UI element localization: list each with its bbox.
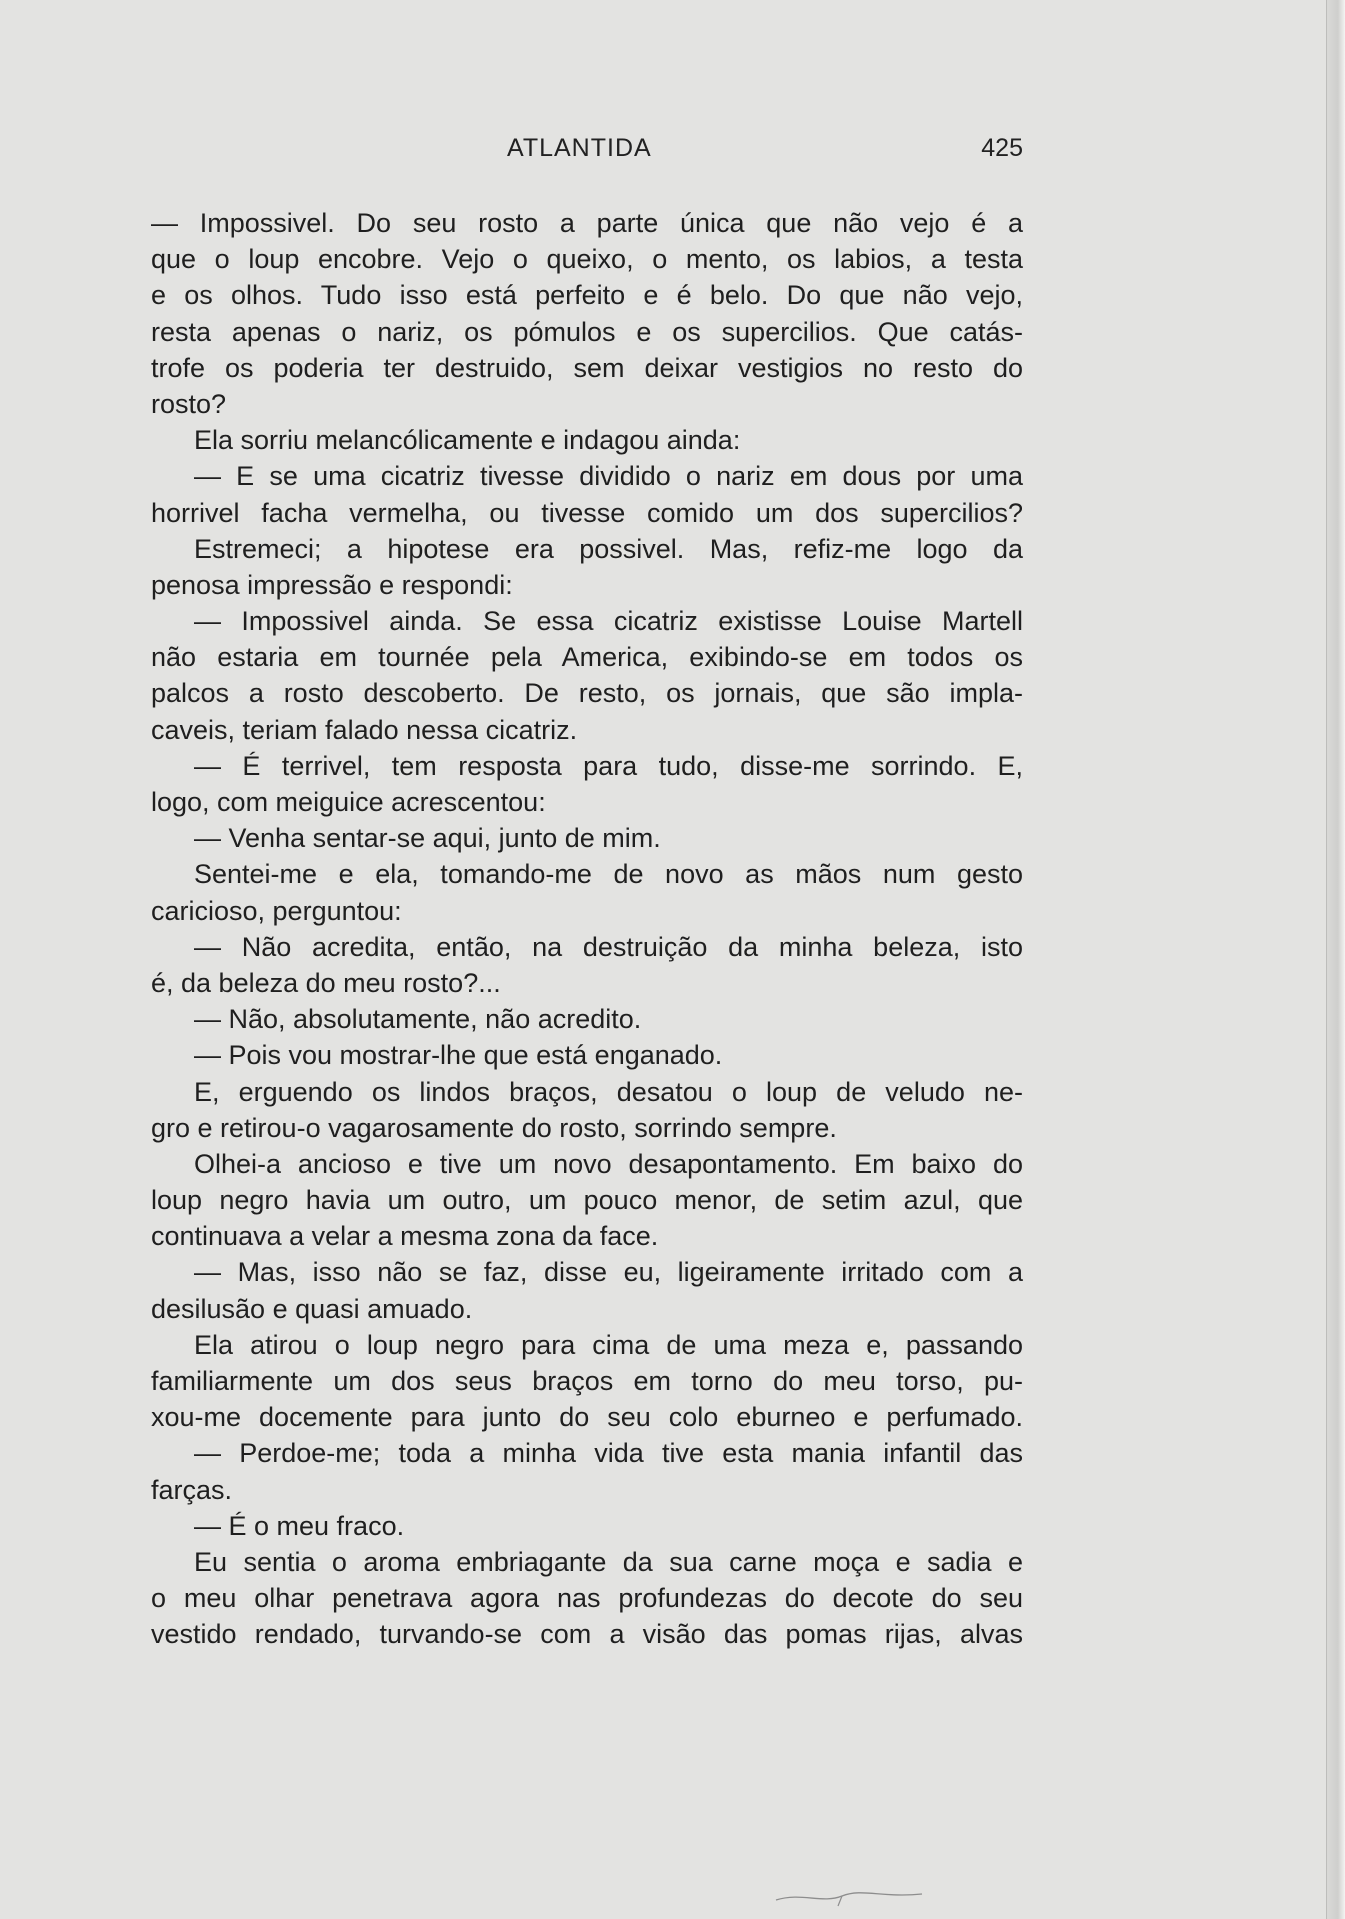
- text-line: loup negro havia um outro, um pouco menor, de setim azul, que: [151, 1185, 1023, 1216]
- body-text: [151, 205, 1023, 1653]
- text-line: Olhei-a ancioso e tive um novo desapontamento. Em baixo do: [194, 1148, 1023, 1179]
- page-header: [151, 134, 1023, 170]
- text-line: Ela atirou o loup negro para cima de uma meza e, passando: [194, 1329, 1023, 1360]
- text-line: — Não, absolutamente, não acredito.: [194, 1004, 642, 1035]
- pencil-mark: [772, 1882, 932, 1908]
- text-line: trofe os poderia ter destruido, sem deixar vestigios no resto do: [151, 352, 1023, 383]
- text-line: — É terrivel, tem resposta para tudo, disse-me sorrindo. E,: [194, 750, 1023, 781]
- page-number: 425: [981, 134, 1023, 162]
- text-line: — Perdoe-me; toda a minha vida tive esta mania infantil das: [194, 1438, 1023, 1469]
- text-line: — E se uma cicatriz tivesse dividido o nariz em dous por uma: [194, 461, 1023, 492]
- text-line: e os olhos. Tudo isso está perfeito e é belo. Do que não vejo,: [151, 280, 1023, 311]
- text-line: resta apenas o nariz, os pómulos e os supercilios. Que catás-: [151, 316, 1023, 347]
- text-line: logo, com meiguice acrescentou:: [151, 787, 546, 817]
- text-line: Eu sentia o aroma embriagante da sua carne moça e sadia e: [194, 1546, 1023, 1577]
- text-line: E, erguendo os lindos braços, desatou o loup de veludo ne-: [194, 1076, 1023, 1107]
- text-line: familiarmente um dos seus braços em torno do meu torso, pu-: [151, 1366, 1023, 1396]
- text-line: — Não acredita, então, na destruição da minha beleza, isto: [194, 931, 1023, 962]
- text-line: farças.: [151, 1474, 233, 1505]
- text-line: é, da beleza do meu rosto?...: [151, 967, 501, 998]
- text-line: — Impossivel ainda. Se essa cicatriz existisse Louise Martell: [194, 606, 1023, 637]
- text-line: horrivel facha vermelha, ou tivesse comido um dos supercilios?: [151, 497, 1023, 528]
- text-line: — Pois vou mostrar-lhe que está enganado.: [194, 1040, 723, 1071]
- running-head: ATLANTIDA: [507, 134, 652, 162]
- text-line: Estremeci; a hipotese era possivel. Mas, refiz-me logo da: [194, 533, 1023, 564]
- page-edge: [1326, 0, 1345, 1919]
- text-line: vestido rendado, turvando-se com a visão das pomas rijas, alvas: [151, 1619, 1023, 1650]
- text-line: — Venha sentar-se aqui, junto de mim.: [194, 823, 661, 854]
- text-line: não estaria em tournée pela America, exibindo-se em todos os: [151, 642, 1023, 673]
- text-line: Sentei-me e ela, tomando-me de novo as mãos num gesto: [194, 859, 1023, 890]
- text-line: palcos a rosto descoberto. De resto, os jornais, que são impla-: [151, 678, 1023, 709]
- text-line: — Impossivel. Do seu rosto a parte única que não vejo é a: [151, 208, 1023, 238]
- text-line: — É o meu fraco.: [194, 1510, 405, 1541]
- text-line: que o loup encobre. Vejo o queixo, o mento, os labios, a testa: [151, 244, 1023, 275]
- text-line: penosa impressão e respondi:: [151, 569, 513, 600]
- text-line: continuava a velar a mesma zona da face.: [151, 1221, 659, 1252]
- text-line: desilusão e quasi amuado.: [151, 1293, 473, 1324]
- text-line: rosto?: [151, 388, 227, 419]
- text-line: — Mas, isso não se faz, disse eu, ligeiramente irritado com a: [194, 1257, 1023, 1288]
- text-line: gro e retirou-o vagarosamente do rosto, sorrindo sempre.: [151, 1112, 837, 1143]
- text-line: caveis, teriam falado nessa cicatriz.: [151, 714, 578, 745]
- text-line: xou-me docemente para junto do seu colo eburneo e perfumado.: [151, 1402, 1023, 1433]
- text-line: Ela sorriu melancólicamente e indagou ainda:: [194, 425, 741, 456]
- text-line: o meu olhar penetrava agora nas profundezas do decote do seu: [151, 1583, 1023, 1614]
- text-line: caricioso, perguntou:: [151, 895, 402, 926]
